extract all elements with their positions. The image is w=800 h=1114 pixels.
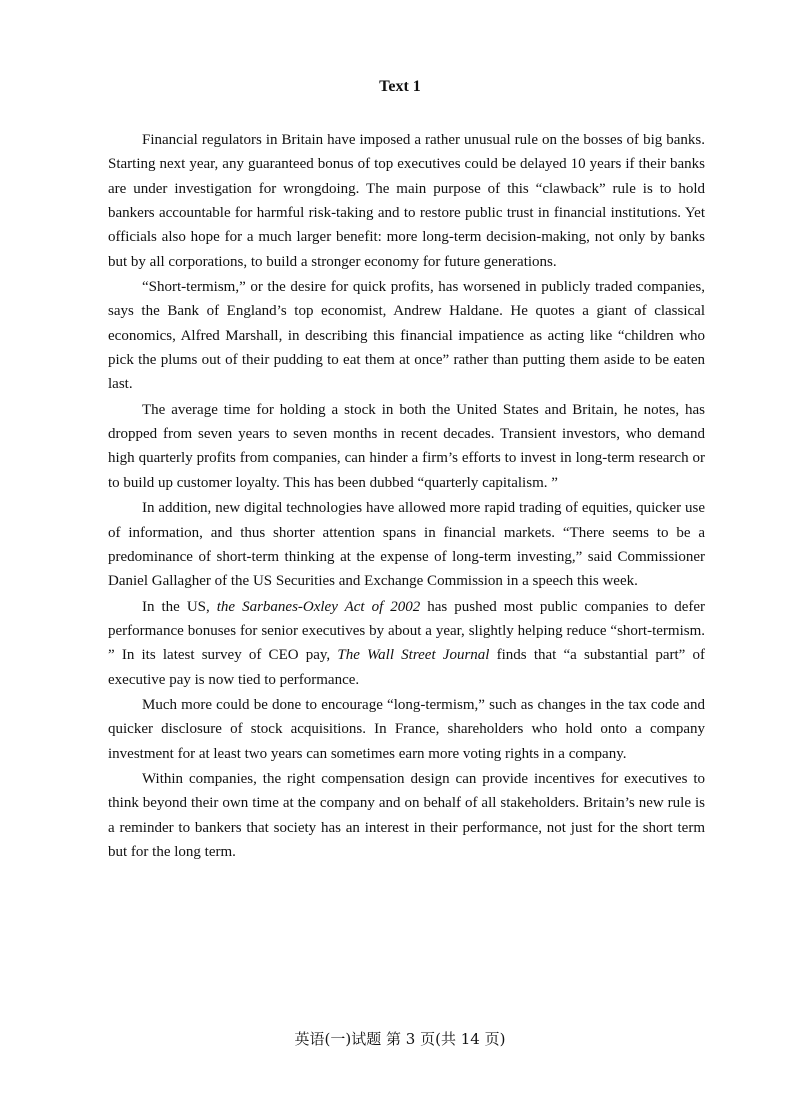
paragraph-3 [108, 398, 705, 495]
paragraph-2 [108, 275, 705, 397]
text-run: “Short-termism,” or the desire for quick profits, has worsened in publicly traded companies, says the Bank of England’s top economist, Andrew Haldane. He quotes a giant of classical economics, Alfred Marshall, in describing this financial impatience as acting like “children who pick the plums out of their pudding to eat them at once” rather than putting them aside to be eaten last. [108, 279, 705, 393]
passage-body [108, 128, 705, 864]
italic-title-run: the Sarbanes-Oxley Act of 2002 [216, 598, 421, 615]
page-footer: 英语(一)试题 第 3 页(共 14 页) [294, 1030, 506, 1048]
text-run: The average time for holding a stock in both the United States and Britain, he notes, has dropped from seven years to seven months in recent decades. Transient investors, who demand high quarterly profits from companies, can hinder a firm’s efforts to invest in long-term research or to build up customer loyalty. This has been dubbed “quarterly capitalism. ” [108, 401, 705, 491]
text-run: In addition, new digital technologies have allowed more rapid trading of equities, quicker use of information, and thus shorter attention spans in financial markets. “There seems to be a predominance of short-term thinking at the expense of long-term investing,” said Commissioner Daniel Gallagher of the US Securities and Exchange Commission in a speech this week. [108, 500, 705, 590]
italic-title-run: The Wall Street Journal [337, 647, 490, 664]
text-run: In the US, [142, 598, 217, 615]
paragraph-1 [108, 128, 705, 274]
text-run: finds that “a substantial part” of executive pay is now tied to performance. [108, 647, 705, 688]
paragraph-4 [108, 496, 705, 593]
text-run: Financial regulators in Britain have imposed a rather unusual rule on the bosses of big banks. Starting next year, any guaranteed bonus of top executives could be delayed 10 years if their banks are under investigation for wrongdoing. The main purpose of this “clawback” rule is to hold bankers accountable for harmful risk-taking and to restore public trust in financial institutions. Yet officials also hope for a much larger benefit: more long-term decision-making, not only by banks but by all corporations, to build a stronger economy for future generations. [108, 132, 705, 270]
paragraph-5 [108, 595, 705, 692]
text-run: Much more could be done to encourage “long-termism,” such as changes in the tax code and quicker disclosure of stock acquisitions. In France, shareholders who hold onto a company investment for at least two years can sometimes earn more voting rights in a company. [108, 696, 705, 762]
text-run: has pushed most public companies to defer performance bonuses for senior executives by about a year, slightly helping reduce “short-termism. ” In its latest survey of CEO pay, [108, 598, 706, 664]
text-run: Within companies, the right compensation design can provide incentives for executives to think beyond their own time at the company and on behalf of all stakeholders. Britain’s new rule is a reminder to bankers that society has an interest in their performance, not just for the short term but for the long term. [108, 770, 705, 860]
paragraph-7 [108, 767, 705, 864]
paragraph-6 [108, 693, 705, 766]
text-title: Text 1 [379, 78, 421, 95]
